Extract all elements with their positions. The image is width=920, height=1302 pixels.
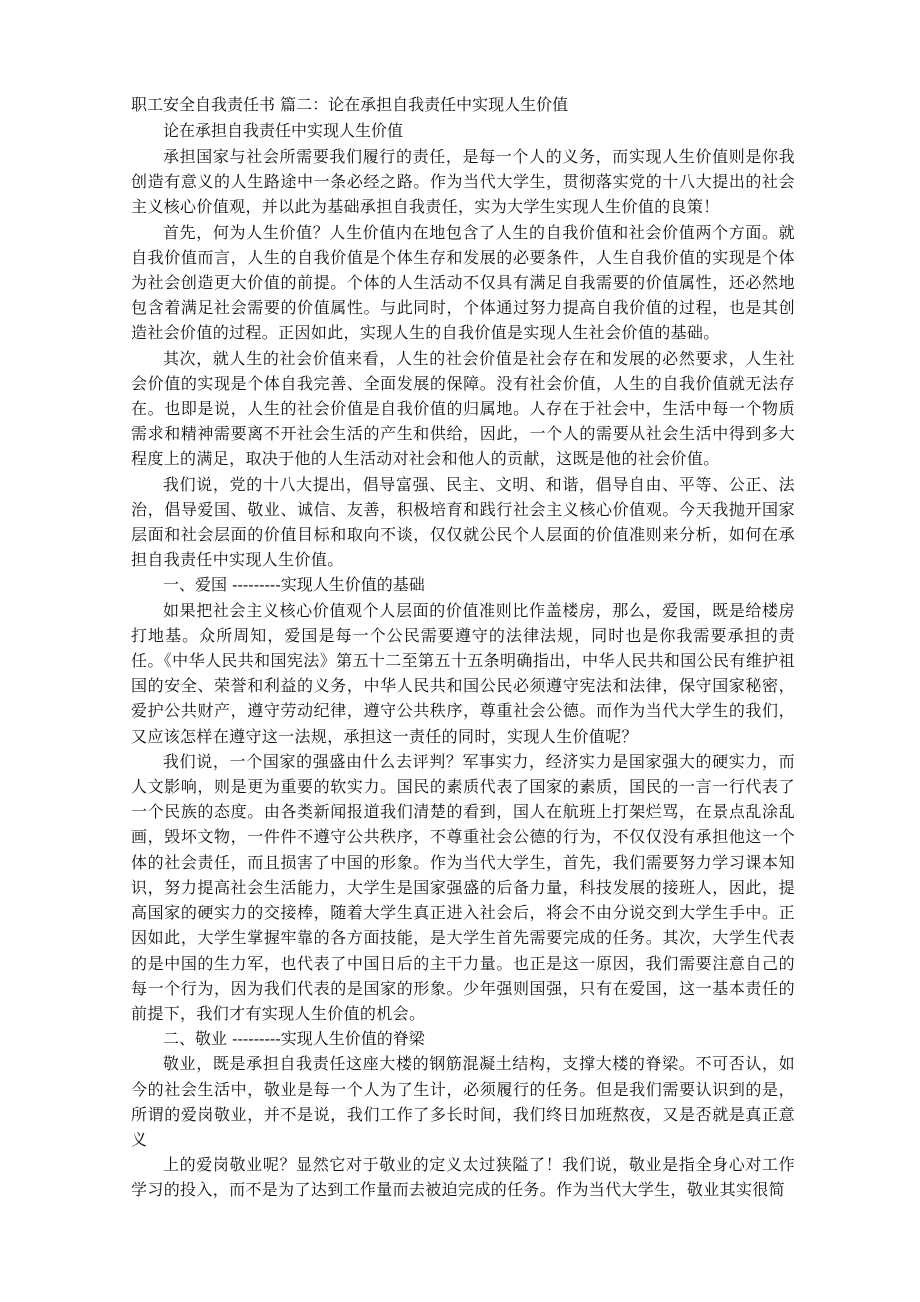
- paragraph: 如果把社会主义核心价值观个人层面的价值准则比作盖楼房，那么，爱国，既是给楼房打地基。众所周知，爱国是每一个公民需要遵守的法律法规，同时也是你我需要承担的责任。《中华人民共和国宪法》第五十二至第五十五条明确指出，中华人民共和国公民有维护祖国的安全、荣誉和利益的义务，中华人民共和国公民必须遵守宪法和法律，保守国家秘密，爱护公共财产，遵守劳动纪律，遵守公共秩序，尊重社会公德。而作为当代大学生的我们，又应该怎样在遵守这一法规，承担这一责任的同时，实现人生价值呢？: [131, 600, 795, 746]
- section-heading-dedication: 二、敬业 ---------实现人生价值的脊梁: [163, 1029, 425, 1049]
- paragraph: 敬业，既是承担自我责任这座大楼的钢筋混凝土结构，支撑大楼的脊梁。不可否认，如今的社会生活中，敬业是每一个人为了生计，必须履行的任务。但是我们需要认识到的是，所谓的爱岗敬业，并不是说，我们工作了多长时间，我们终日加班熬夜，又是否就是真正意义: [131, 1054, 795, 1149]
- paragraph: 我们说，一个国家的强盛由什么去评判？军事实力，经济实力是国家强大的硬实力，而人文影响，则是更为重要的软实力。国民的素质代表了国家的素质，国民的一言一行代表了一个民族的态度。由各类新闻报道我们清楚的看到，国人在航班上打架烂骂，在景点乱涂乱画，毁坏文物，一件件不遵守公共秩序，不尊重社会公德的行为，不仅仅没有承担他这一个体的社会责任，而且损害了中国的形象。作为当代大学生，首先，我们需要努力学习课本知识，努力提高社会生活能力，大学生是国家强盛的后备力量，科技发展的接班人，因此，提高国家的硬实力的交接棒，随着大学生真正进入社会后，将会不由分说交到大学生手中。正因如此，大学生掌握牢靠的各方面技能，是大学生首先需要完成的任务。其次，大学生代表的是中国的生力军，也代表了中国日后的主干力量。也正是这一原因，我们需要注意自己的每一个行为，因为我们代表的是国家的形象。少年强则国强，只有在爱国，这一基本责任的前提下，我们才有实现人生价值的机会。: [131, 751, 795, 1023]
- document-subtitle: 论在承担自我责任中实现人生价值: [163, 121, 404, 140]
- paragraph: 其次，就人生的社会价值来看，人生的社会价值是社会存在和发展的必然要求，人生社会价值的实现是个体自我完善、全面发展的保障。没有社会价值，人生的自我价值就无法存在。也即是说，人生的社会价值是自我价值的归属地。人存在于社会中，生活中每一个物质需求和精神需要离不开社会生活的产生和供给，因此，一个人的需要从社会生活中得到多大程度上的满足，取决于他的人生活动对社会和他人的贡献，这既是他的社会价值。: [131, 348, 795, 469]
- paragraph: 我们说，党的十八大提出，倡导富强、民主、文明、和谐，倡导自由、平等、公正、法治，倡导爱国、敬业、诚信、友善，积极培育和践行社会主义核心价值观。今天我抛开国家层面和社会层面的价值目标和取向不谈，仅仅就公民个人层面的价值准则来分析，如何在承担自我责任中实现人生价值。: [131, 474, 795, 570]
- paragraph: 首先，何为人生价值？人生价值内在地包含了人生的自我价值和社会价值两个方面。就自我价值而言，人生的自我价值是个体生存和发展的必要条件，人生自我价值的实现是个体为社会创造更大价值的前提。个体的人生活动不仅具有满足自我需要的价值属性，还必然地包含着满足社会需要的价值属性。与此同时，个体通过努力提高自我价值的过程，也是其创造社会价值的过程。正因如此，实现人生的自我价值是实现人生社会价值的基础。: [131, 222, 795, 343]
- section-heading-patriotism: 一、爱国 ---------实现人生价值的基础: [163, 575, 425, 595]
- paragraph: 承担国家与社会所需要我们履行的责任，是每一个人的义务，而实现人生价值则是你我创造有意义的人生路途中一条必经之路。作为当代大学生，贯彻落实党的十八大提出的社会主义核心价值观，并以此为基础承担自我责任，实为大学生实现人生价值的良策！: [131, 147, 795, 217]
- paragraph: 上的爱岗敬业呢？显然它对于敬业的定义太过狭隘了！我们说，敬业是指全身心对工作学习的投入，而不是为了达到工作量而去被迫完成的任务。作为当代大学生，敬业其实很简: [131, 1155, 795, 1200]
- document-title: 职工安全自我责任书 篇二：论在承担自我责任中实现人生价值: [131, 95, 569, 114]
- document-page: [131, 92, 795, 1203]
